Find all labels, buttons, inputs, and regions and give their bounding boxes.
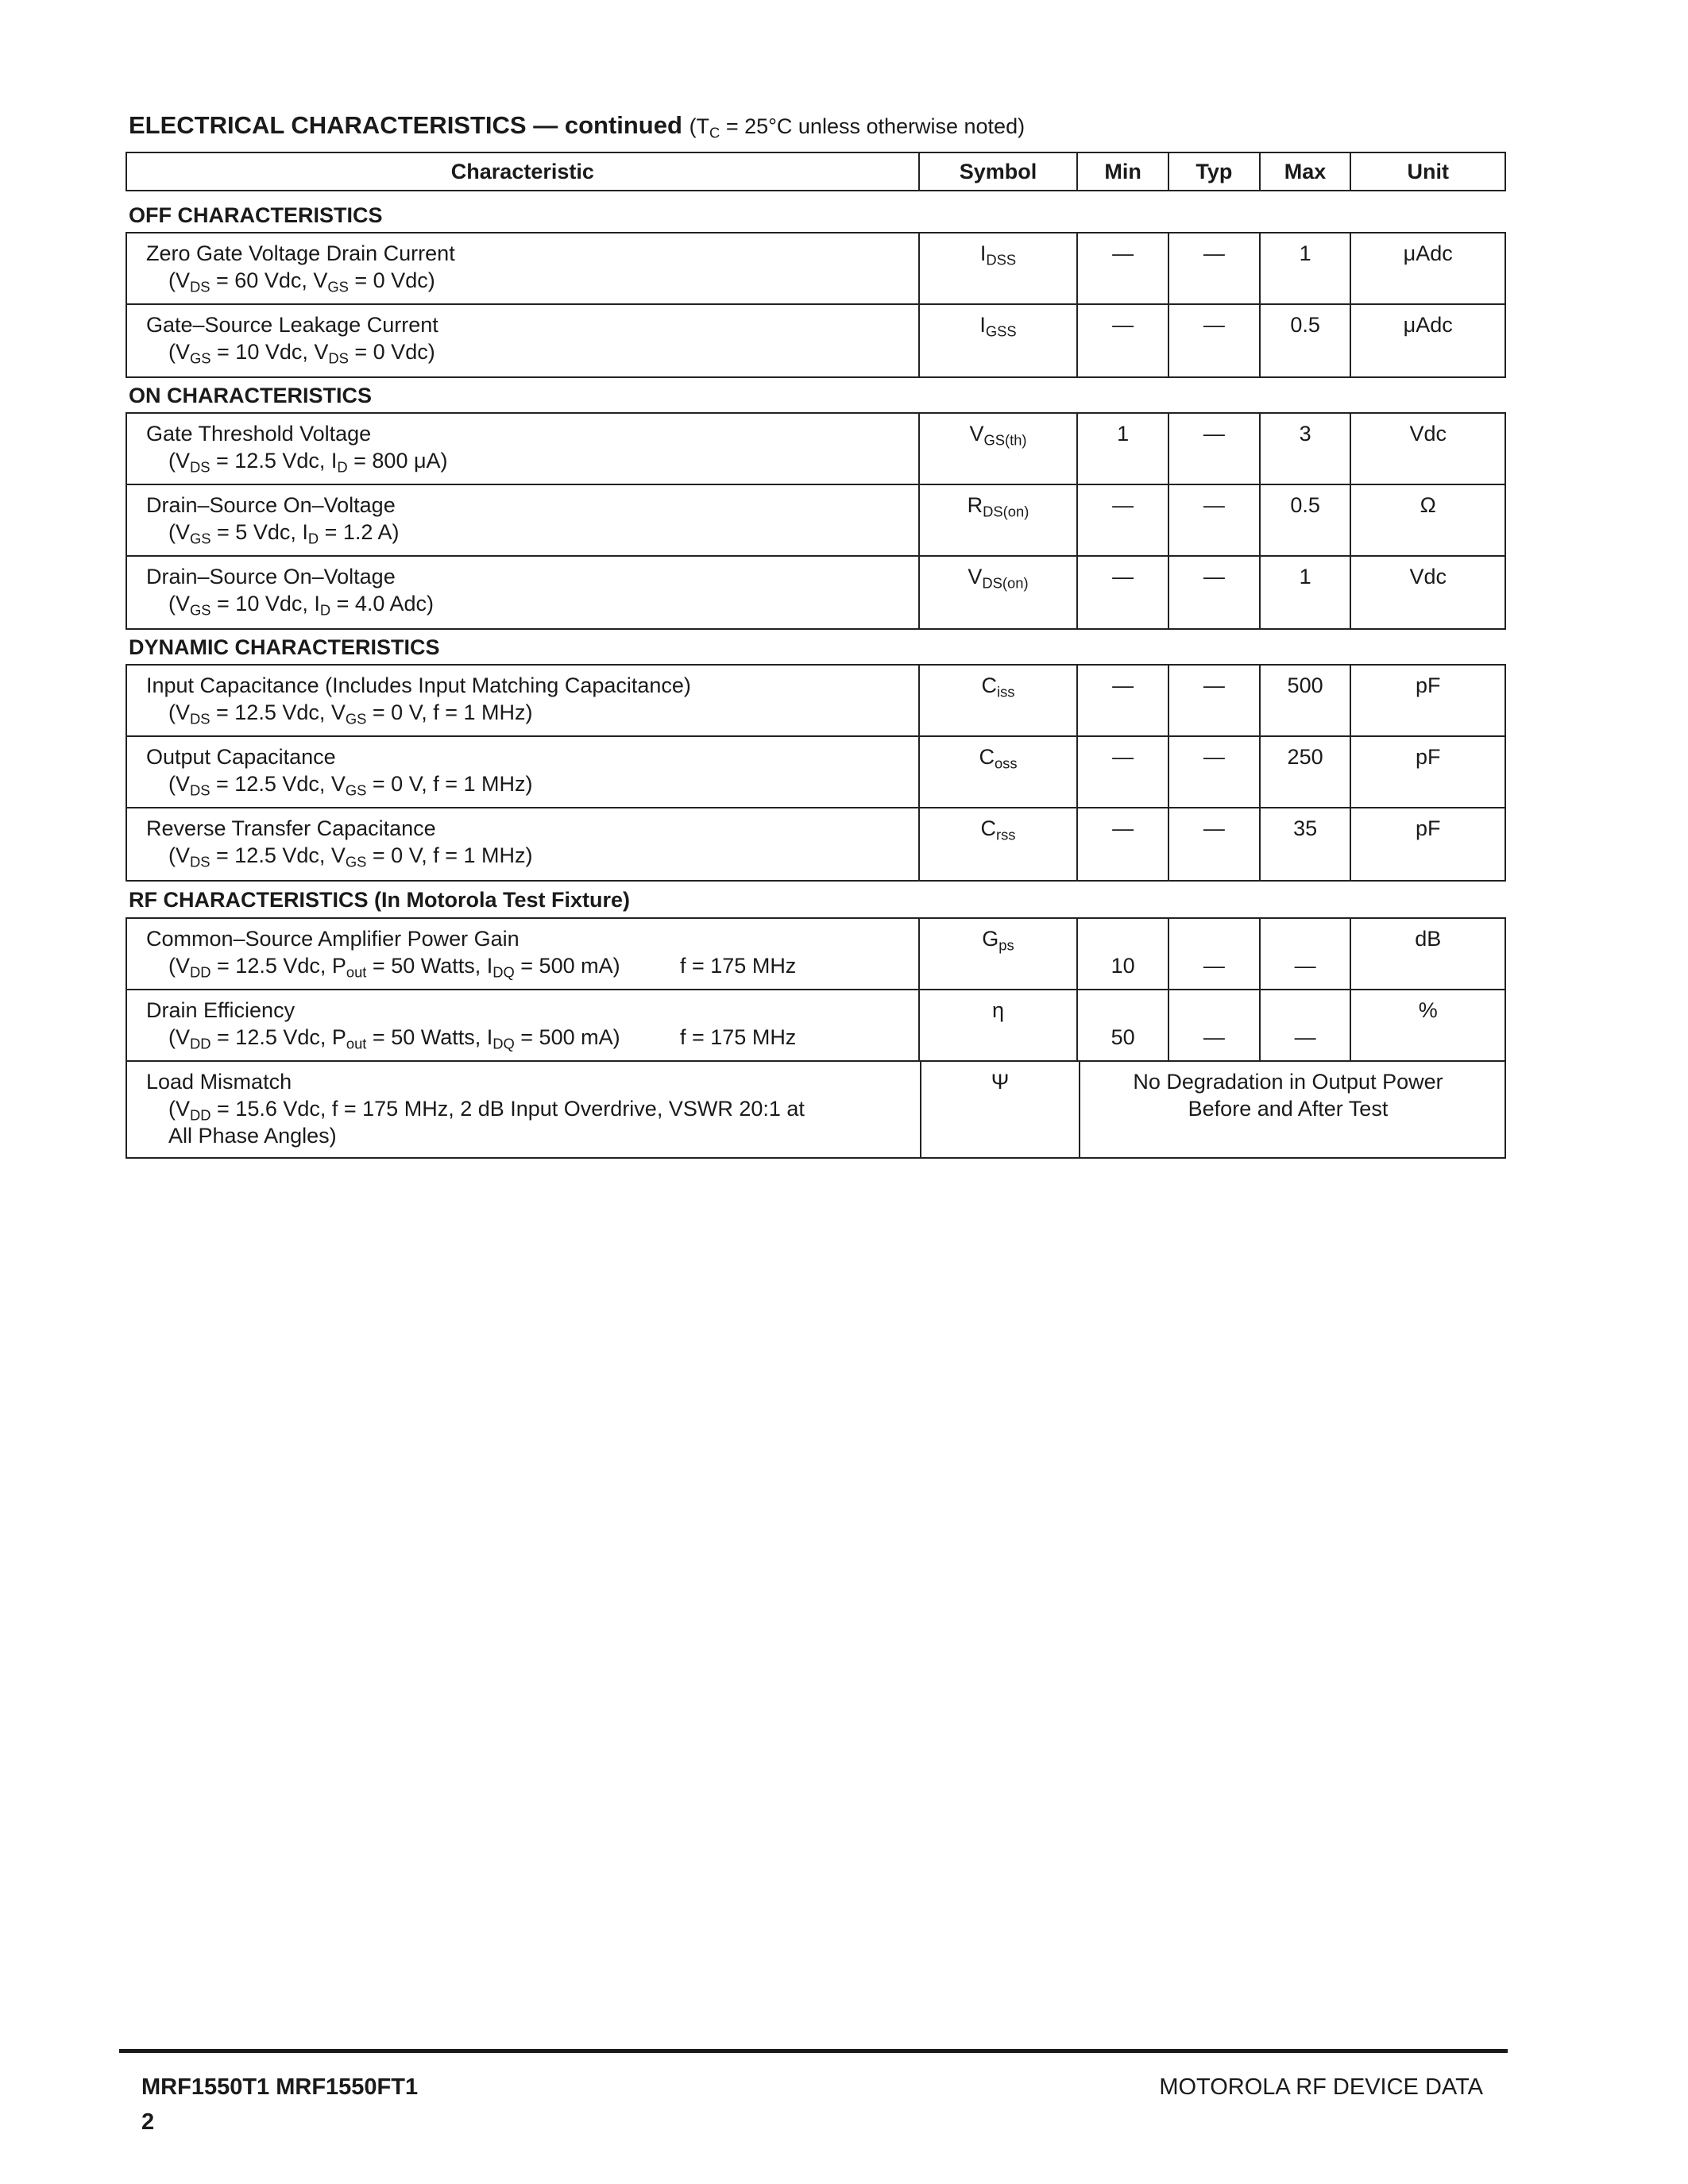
col-characteristic: Characteristic xyxy=(127,153,920,190)
section-on-title: ON CHARACTERISTICS xyxy=(129,384,373,407)
col-max: Max xyxy=(1261,153,1352,190)
symbol: Ψ xyxy=(921,1062,1080,1157)
col-typ: Typ xyxy=(1169,153,1261,190)
section-off xyxy=(126,232,1506,378)
page-number: 2 xyxy=(141,2109,155,2135)
footer-rule xyxy=(119,2049,1508,2053)
symbol: $I_{DSS}$ xyxy=(920,233,1079,303)
symbol: $C_{rss}$ xyxy=(920,808,1079,880)
symbol: $R_{DS(on)}$ xyxy=(920,485,1079,555)
section-dynamic xyxy=(126,664,1506,882)
merged-spec-cell: No Degradation in Output Power Before and After Test xyxy=(1133,1070,1443,1121)
frequency-note: f = 175 MHz xyxy=(680,954,797,978)
col-symbol: Symbol xyxy=(920,153,1079,190)
section-on xyxy=(126,412,1506,630)
table-row: Common–Source Amplifier Power Gain ($V_{DD} = 12.5$ Vdc, $P_{out} = 50$ Watts, $I_{DQ} = 500$ mA) f = 175 MHz $G_{ps}$ 10 — — dB xyxy=(127,919,1505,990)
table-row: Output Capacitance ($V_{DS} = 12.5$ Vdc, $V_{GS} = 0$ V, f = 1 MHz) $C_{oss}$ — — 250 pF xyxy=(127,737,1505,808)
symbol: $G_{ps}$ xyxy=(920,919,1079,989)
section-rf xyxy=(126,917,1506,1159)
table-row: Gate–Source Leakage Current ($V_{GS} = 10$ Vdc, $V_{DS} = 0$ Vdc) $I_{GSS}$ — — 0.5 μAdc xyxy=(127,305,1505,376)
title-main: ELECTRICAL CHARACTERISTICS — continued xyxy=(129,111,682,139)
symbol: $V_{GS(th)}$ xyxy=(920,414,1079,484)
col-unit: Unit xyxy=(1407,159,1449,183)
table-row: Drain–Source On–Voltage ($V_{GS} = 5$ Vdc, $I_D = 1.2$ A) $R_{DS(on)}$ — — 0.5 Ω xyxy=(127,485,1505,557)
table-row: Drain–Source On–Voltage ($V_{GS} = 10$ Vdc, $I_D = 4.0$ Adc) $V_{DS(on)}$ — — 1 Vdc xyxy=(127,557,1505,628)
symbol: $V_{DS(on)}$ xyxy=(920,557,1079,628)
page-title xyxy=(129,111,1025,140)
footer-publisher: MOTOROLA RF DEVICE DATA xyxy=(1159,2074,1483,2100)
table-row: Gate Threshold Voltage ($V_{DS} = 12.5$ Vdc, $I_D = 800$ μA) $V_{GS(th)}$ 1 — 3 Vdc xyxy=(127,414,1505,485)
section-off-title: OFF CHARACTERISTICS xyxy=(129,203,383,227)
title-condition: ($T_C = 25^\circ C$ unless otherwise noted) xyxy=(689,114,1026,141)
symbol: $C_{iss}$ xyxy=(920,666,1079,735)
table-row: Load Mismatch ($V_{DD} = 15.6$ Vdc, f = 175 MHz, 2 dB Input Overdrive, VSWR 20:1 at All Phase Angles) Ψ No Degradation in Output Power Before and After Test xyxy=(127,1062,1505,1157)
table-row: Reverse Transfer Capacitance ($V_{DS} = 12.5$ Vdc, $V_{GS} = 0$ V, f = 1 MHz) $C_{rss}$ — — 35 pF xyxy=(127,808,1505,880)
symbol: $C_{oss}$ xyxy=(920,737,1079,807)
table-row: Zero Gate Voltage Drain Current ($V_{DS} = 60$ Vdc, $V_{GS} = 0$ Vdc) $I_{DSS}$ — — 1 μAdc xyxy=(127,233,1505,305)
section-rf-title: RF CHARACTERISTICS (In Motorola Test Fixture) xyxy=(129,888,630,912)
col-min: Min xyxy=(1078,153,1169,190)
table-row: Input Capacitance (Includes Input Matching Capacitance) ($V_{DS} = 12.5$ Vdc, $V_{GS} = 0$ V, f = 1 MHz) $C_{iss}$ — — 500 pF xyxy=(127,666,1505,737)
part-numbers: MRF1550T1 MRF1550FT1 xyxy=(141,2074,419,2100)
frequency-note: f = 175 MHz xyxy=(680,1025,797,1049)
symbol: $I_{GSS}$ xyxy=(920,305,1079,376)
footer-left xyxy=(141,2070,418,2140)
table-header xyxy=(126,152,1506,191)
symbol: η xyxy=(920,990,1079,1060)
table-row: Drain Efficiency ($V_{DD} = 12.5$ Vdc, $P_{out} = 50$ Watts, $I_{DQ} = 500$ mA) f = 175 MHz η 50 — — % xyxy=(127,990,1505,1062)
section-dynamic-title: DYNAMIC CHARACTERISTICS xyxy=(129,635,440,659)
